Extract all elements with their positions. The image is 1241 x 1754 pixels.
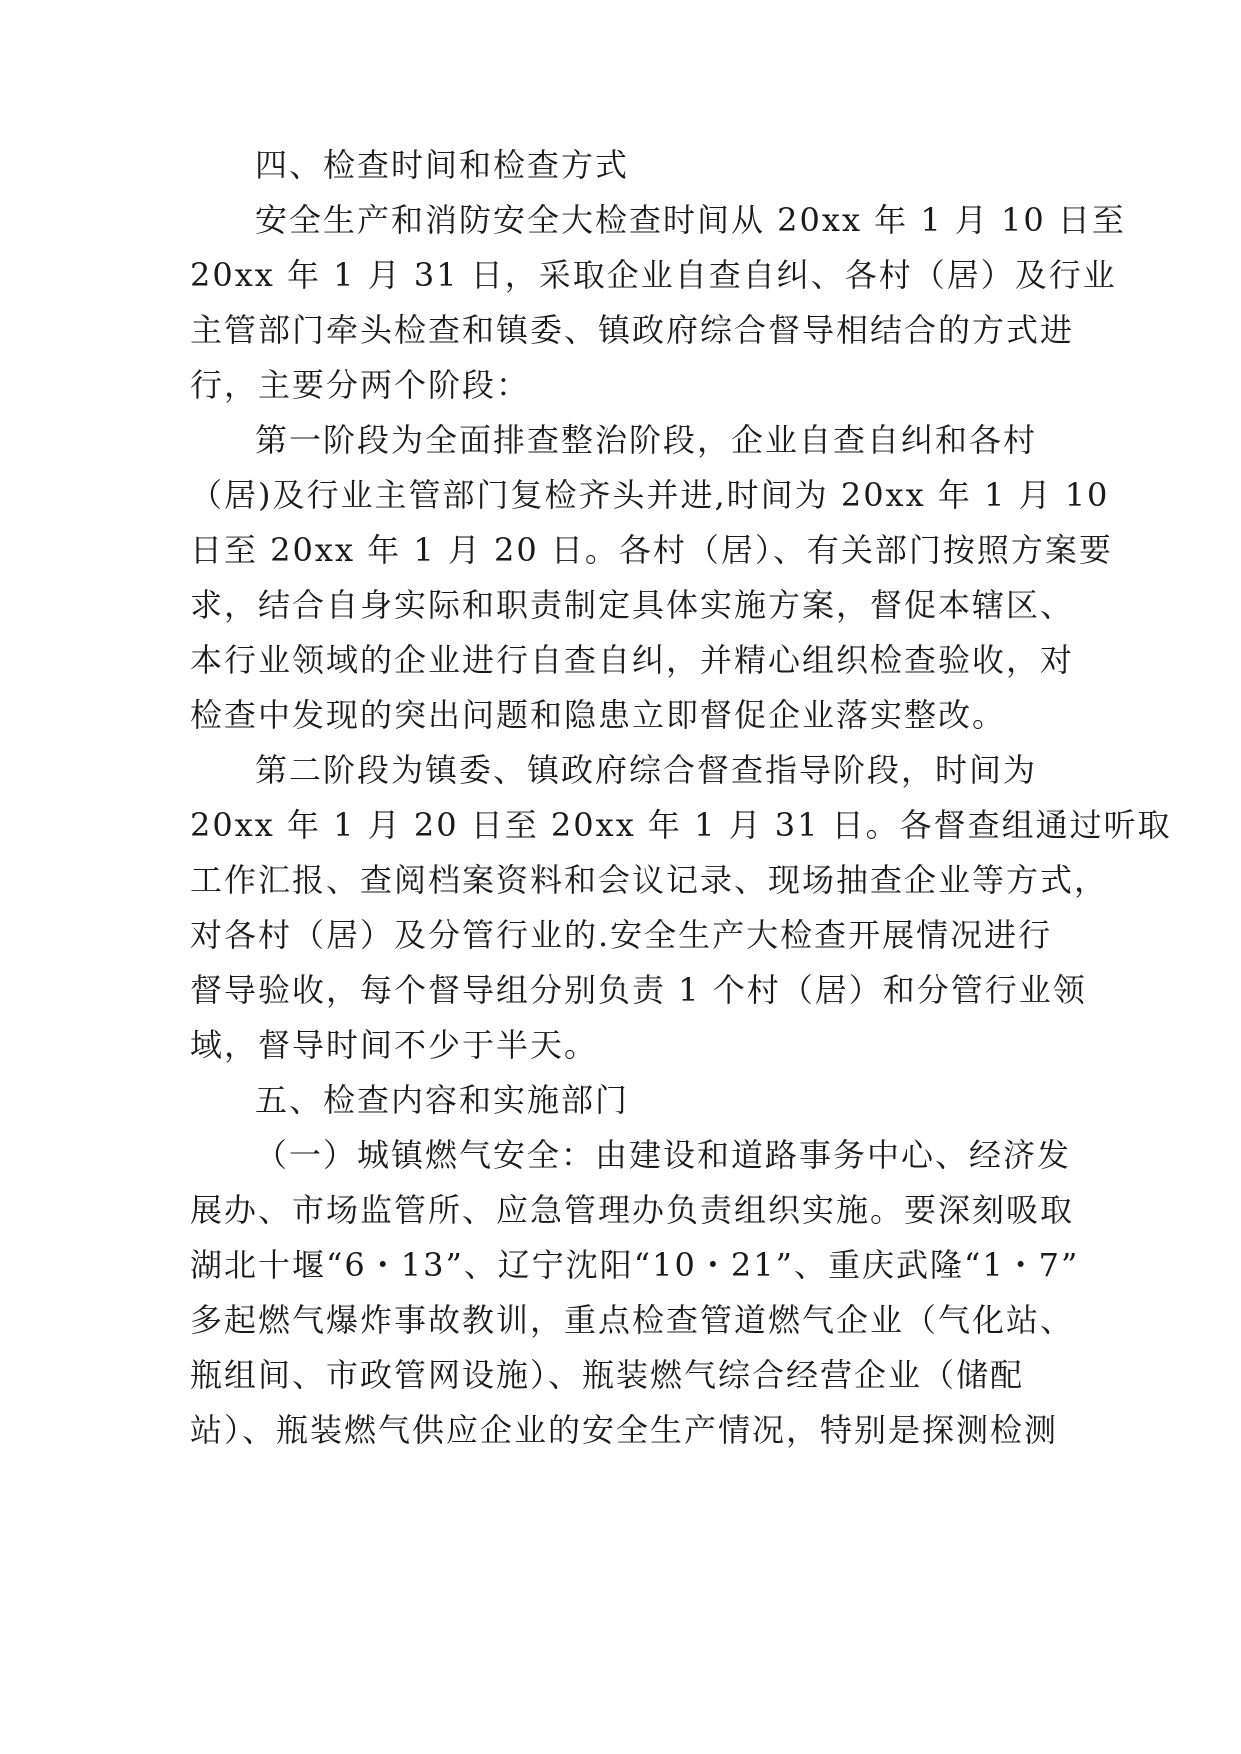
paragraph-line: 站）、瓶装燃气供应企业的安全生产情况，特别是探测检测 xyxy=(190,1411,1059,1449)
paragraph-line: 对各村（居）及分管行业的.安全生产大检查开展情况进行 xyxy=(190,916,1053,954)
paragraph-line: 展办、市场监管所、应急管理办负责组织实施。要深刻吸取 xyxy=(190,1191,1075,1229)
paragraph-line: （居)及行业主管部门复检齐头并进,时间为 20xx 年 1 月 10 xyxy=(190,476,1110,514)
paragraph-line: 求，结合自身实际和职责制定具体实施方案，督促本辖区、 xyxy=(190,586,1075,624)
paragraph-line: 日至 20xx 年 1 月 20 日。各村（居）、有关部门按照方案要 xyxy=(190,531,1113,569)
paragraph-line: 第二阶段为镇委、镇政府综合督查指导阶段，时间为 xyxy=(255,751,1038,789)
paragraph-line: （一）城镇燃气安全：由建设和道路事务中心、经济发 xyxy=(255,1136,1072,1174)
paragraph-line: 20xx 年 1 月 31 日，采取企业自查自纠、各村（居）及行业 xyxy=(190,256,1117,294)
paragraph-line: 督导验收，每个督导组分别负责 1 个村（居）和分管行业领 xyxy=(190,971,1087,1009)
paragraph-line: 工作汇报、查阅档案资料和会议记录、现场抽查企业等方式， xyxy=(190,861,1109,899)
paragraph-line: 安全生产和消防安全大检查时间从 20xx 年 1 月 10 日至 xyxy=(255,201,1126,239)
paragraph-line: 第一阶段为全面排查整治阶段，企业自查自纠和各村 xyxy=(255,421,1038,459)
paragraph-line: 多起燃气爆炸事故教训，重点检查管道燃气企业（气化站、 xyxy=(190,1301,1075,1339)
paragraph-line: 域，督导时间不少于半天。 xyxy=(190,1026,599,1064)
paragraph-line: 行，主要分两个阶段： xyxy=(190,366,531,404)
paragraph-line: 20xx 年 1 月 20 日至 20xx 年 1 月 31 日。各督查组通过听取 xyxy=(190,806,1172,844)
paragraph-line: 检查中发现的突出问题和隐患立即督促企业落实整改。 xyxy=(190,696,1007,734)
paragraph-line: 瓶组间、市政管网设施）、瓶装燃气综合经营企业（储配 xyxy=(190,1356,1025,1394)
paragraph-line: 本行业领域的企业进行自查自纠，并精心组织检查验收，对 xyxy=(190,641,1075,679)
paragraph-line: 湖北十堰“6・13”、辽宁沈阳“10・21”、重庆武隆“1・7” xyxy=(190,1246,1080,1284)
paragraph-line: 主管部门牵头检查和镇委、镇政府综合督导相结合的方式进 xyxy=(190,311,1075,349)
heading-inspection-time-method: 四、检查时间和检查方式 xyxy=(255,146,630,184)
heading-inspection-content: 五、检查内容和实施部门 xyxy=(255,1081,630,1119)
